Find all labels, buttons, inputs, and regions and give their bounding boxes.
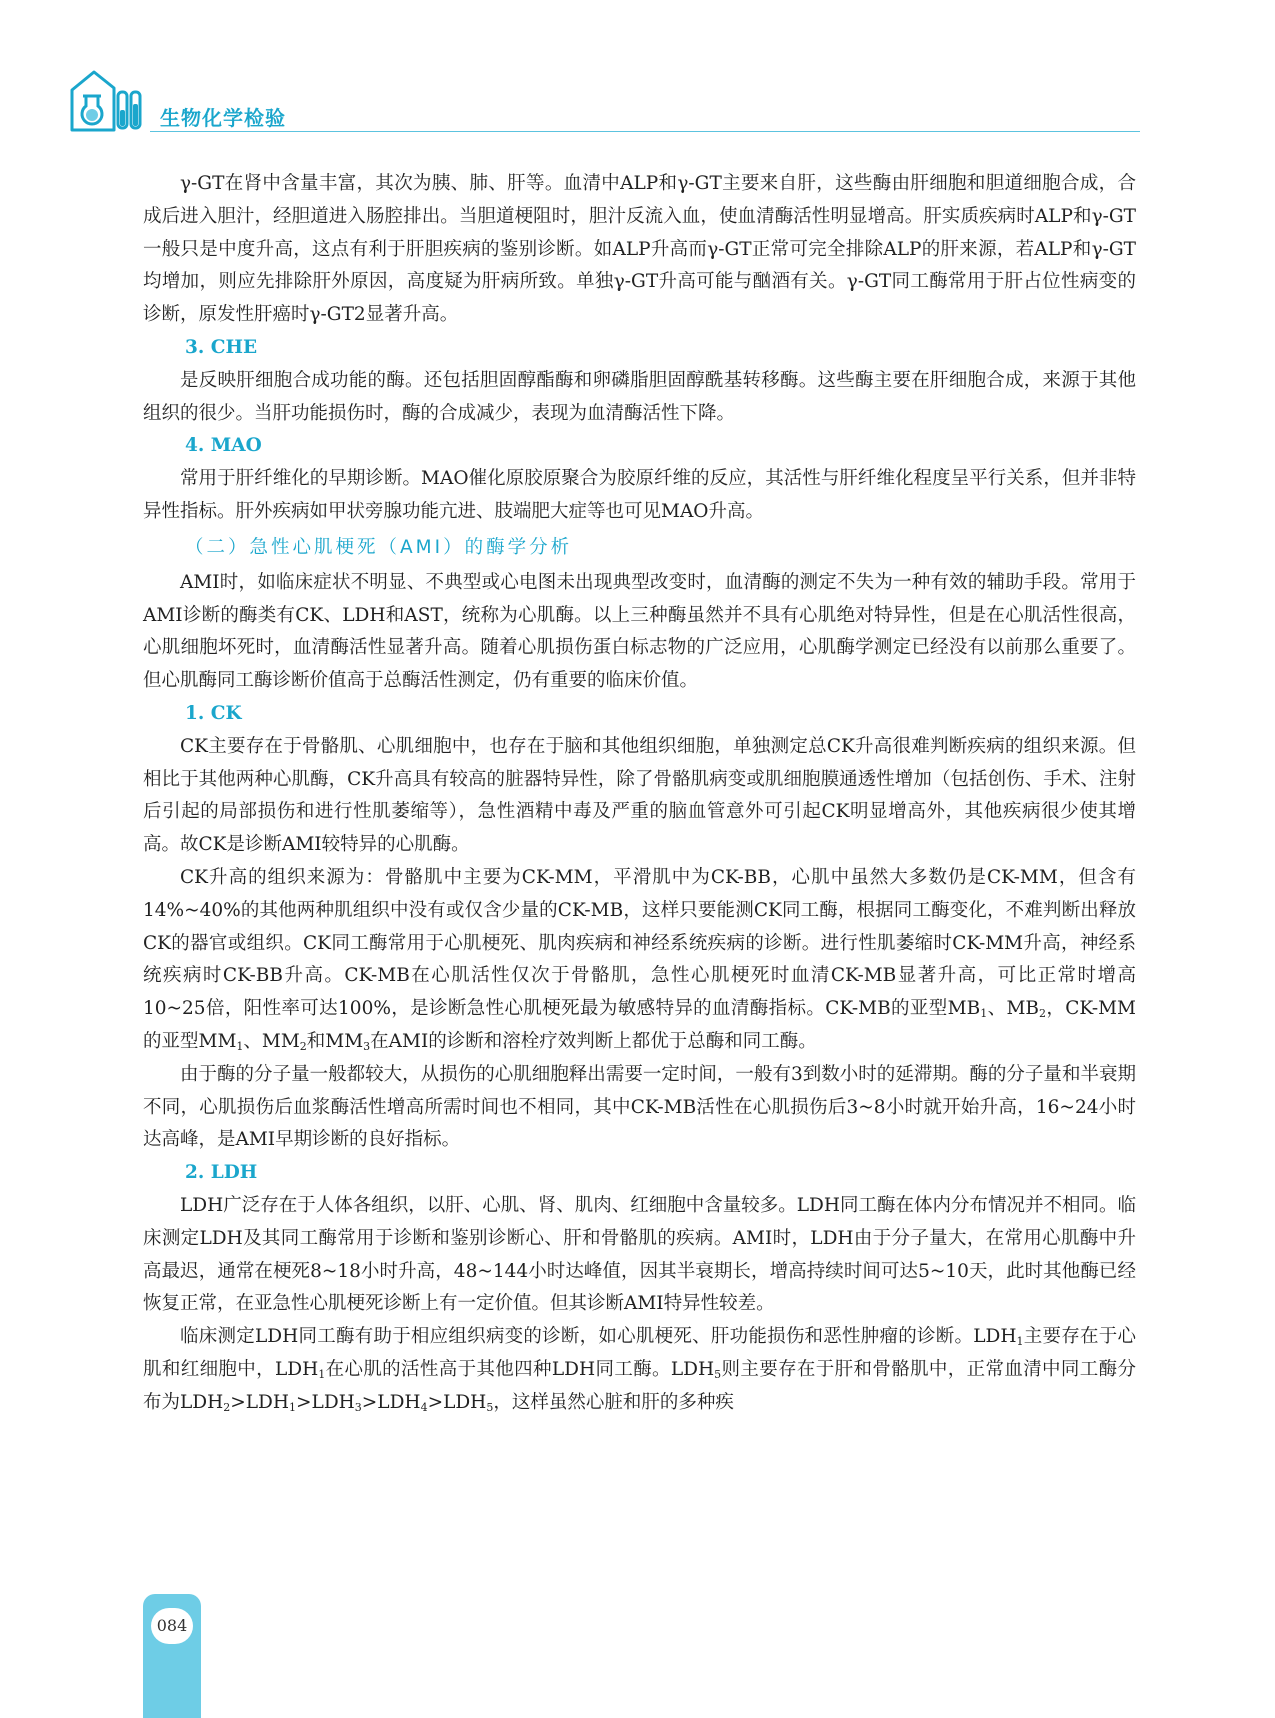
page-header bbox=[0, 0, 1275, 140]
text-run: 则主要存在于肝和骨骼肌中，正常血清中同工酶分布为LDH bbox=[143, 1358, 1136, 1413]
subscript: 1 bbox=[236, 1039, 244, 1053]
heading-mao: 4. MAO bbox=[185, 435, 262, 457]
paragraph-ck-2 bbox=[143, 862, 1136, 1059]
paragraph-ami: AMI时，如临床症状不明显、不典型或心电图未出现典型改变时，血清酶的测定不失为一种有效的辅助手段。常用于AMI诊断的酶类有CK、LDH和AST，统称为心肌酶。以上三种酶虽然并不具有心肌绝对特异性，但是在心肌活性很高，心肌细胞坏死时，血清酶活性显著升高。随着心肌损伤蛋白标志物的广泛应用，心肌酶学测定已经没有以前那么重要了。但心肌酶同工酶诊断价值高于总酶活性测定，仍有重要的临床价值。 bbox=[143, 571, 1136, 692]
subscript: 5 bbox=[714, 1367, 722, 1381]
subscript: 2 bbox=[299, 1039, 307, 1053]
text-run: 在AMI的诊断和溶栓疗效判断上都优于总酶和同工酶。 bbox=[370, 1030, 817, 1052]
text-run: ，CK-MM的亚型MM bbox=[143, 998, 1136, 1052]
subscript: 5 bbox=[486, 1400, 494, 1414]
paragraph-che: 是反映肝细胞合成功能的酶。还包括胆固醇酯酶和卵磷脂胆固醇酰基转移酶。这些酶主要在肝细胞合成，来源于其他组织的很少。当肝功能损伤时，酶的合成减少，表现为血清酶活性下降。 bbox=[143, 369, 1136, 424]
text-run: >LDH bbox=[361, 1391, 421, 1413]
text-run: 主要存在于心肌和红细胞中，LDH bbox=[143, 1326, 1136, 1380]
header-divider bbox=[150, 131, 1140, 132]
text-run: 、MM bbox=[243, 1030, 300, 1052]
paragraph-ck-1: CK主要存在于骨骼肌、心肌细胞中，也存在于脑和其他组织细胞，单独测定总CK升高很难判断疾病的组织来源。但相比于其他两种心肌酶，CK升高具有较高的脏器特异性，除了骨骼肌病变或肌细胞膜通透性增加（包括创伤、手术、注射后引起的局部损伤和进行性肌萎缩等），急性酒精中毒及严重的脑血管意外可引起CK明显增高外，其他疾病很少使其增高。故CK是诊断AMI较特异的心肌酶。 bbox=[143, 735, 1136, 856]
text-run: >LDH bbox=[296, 1391, 355, 1413]
text-run: 和MM bbox=[306, 1030, 364, 1052]
text-run: 临床测定LDH同工酶有助于相应组织病变的诊断，如心肌梗死、肝功能损伤和恶性肿瘤的诊断。LDH bbox=[180, 1326, 1017, 1348]
text-run: CK升高的组织来源为：骨骼肌中主要为CK-MM，平滑肌中为CK-BB，心肌中虽然大多数仍是CK-MM，但含有14%~40%的其他两种肌组织中没有或仅含少量的CK-MB，这样只要能测CK同工酶，根据同工酶变化，不难判断出释放CK的器官或组织。CK同工酶常用于心肌梗死、肌肉疾病和神经系统疾病的诊断。进行性肌萎缩时CK-MM升高，神经系统疾病时CK-BB升高。CK-MB在心肌活性仅次于骨骼肌，急性心肌梗死时血清CK-MB显著升高，可比正常时增高10~25倍，阳性率可达100%，是诊断急性心肌梗死最为敏感特异的血清酶指标。CK-MB的亚型MB bbox=[143, 866, 1136, 1020]
subscript: 2 bbox=[1038, 1007, 1046, 1021]
page-number: 084 bbox=[151, 1608, 193, 1644]
heading-che: 3. CHE bbox=[185, 336, 258, 358]
subscript: 1 bbox=[289, 1400, 297, 1414]
subscript: 1 bbox=[980, 1007, 988, 1021]
paragraph-ggt: γ-GT在肾中含量丰富，其次为胰、肺、肝等。血清中ALP和γ-GT主要来自肝，这些酶由肝细胞和胆道细胞合成，合成后进入胆汁，经胆道进入肠腔排出。当胆道梗阻时，胆汁反流入血，使血清酶活性明显增高。肝实质疾病时ALP和γ-GT一般只是中度升高，这点有利于肝胆疾病的鉴别诊断。如ALP升高而γ-GT正常可完全排除ALP的肝来源，若ALP和γ-GT均增加，则应先排除肝外原因，高度疑为肝病所致。单独γ-GT升高可能与酗酒有关。γ-GT同工酶常用于肝占位性病变的诊断，原发性肝癌时γ-GT2显著升高。 bbox=[143, 173, 1136, 326]
paragraph-ck-3: 由于酶的分子量一般都较大，从损伤的心肌细胞释出需要一定时间，一般有3到数小时的延滞期。酶的分子量和半衰期不同，心肌损伤后血浆酶活性增高所需时间也不相同，其中CK-MB活性在心肌损伤后3~8小时就开始升高，16~24小时达高峰，是AMI早期诊断的良好指标。 bbox=[143, 1063, 1136, 1151]
subscript: 1 bbox=[318, 1367, 326, 1381]
subscript: 3 bbox=[363, 1039, 371, 1053]
text-run: >LDH bbox=[230, 1391, 290, 1413]
subscript: 4 bbox=[420, 1400, 428, 1414]
text-run: ，这样虽然心脏和肝的多种疾 bbox=[493, 1391, 734, 1413]
subscript: 2 bbox=[223, 1400, 231, 1414]
paragraph-ldh-1: LDH广泛存在于人体各组织，以肝、心肌、肾、肌肉、红细胞中含量较多。LDH同工酶在体内分布情况并不相同。临床测定LDH及其同工酶常用于诊断和鉴别诊断心、肝和骨骼肌的疾病。AMI时，LDH由于分子量大，在常用心肌酶中升高最迟，通常在梗死8~18小时升高，48~144小时达峰值，因其半衰期长，增高持续时间可达5~10天，此时其他酶已经恢复正常，在亚急性心肌梗死诊断上有一定价值。但其诊断AMI特异性较差。 bbox=[143, 1194, 1137, 1315]
paragraph-ldh-2 bbox=[143, 1321, 1136, 1419]
text-run: 在心肌的活性高于其他四种LDH同工酶。LDH bbox=[325, 1358, 715, 1380]
paragraph-mao: 常用于肝纤维化的早期诊断。MAO催化原胶原聚合为胶原纤维的反应，其活性与肝纤维化程度呈平行关系，但并非特异性指标。肝外疾病如甲状旁腺功能亢进、肢端肥大症等也可见MAO升高。 bbox=[143, 468, 1136, 522]
page-body bbox=[143, 168, 1136, 1419]
heading-ldh: 2. LDH bbox=[185, 1162, 258, 1184]
section-heading-ami: （二）急性心肌梗死（AMI）的酶学分析 bbox=[185, 536, 573, 558]
heading-ck: 1. CK bbox=[185, 702, 242, 724]
flask-and-test-tubes-icon bbox=[68, 66, 144, 132]
subscript: 3 bbox=[354, 1400, 362, 1414]
subscript: 1 bbox=[1016, 1335, 1024, 1349]
text-run: >LDH bbox=[427, 1391, 487, 1413]
text-run: 、MB bbox=[987, 998, 1039, 1020]
book-title: 生物化学检验 bbox=[160, 106, 286, 130]
